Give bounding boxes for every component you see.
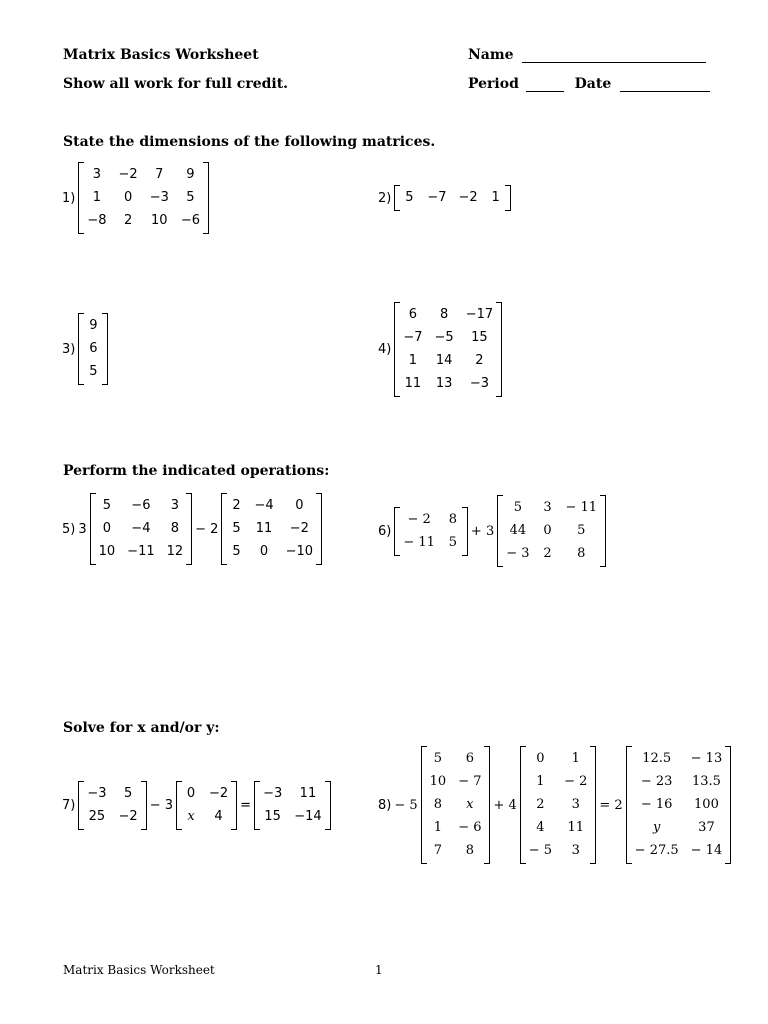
- problem-label: 6): [378, 523, 392, 539]
- problem-7: [62, 781, 331, 830]
- name-blank[interactable]: [522, 48, 706, 63]
- matrix-cell: 13: [435, 376, 453, 391]
- matrix-cell: −3: [87, 786, 107, 801]
- matrix: [421, 746, 491, 864]
- footer-title: Matrix Basics Worksheet: [63, 963, 215, 977]
- matrix-cell: 25: [88, 809, 106, 824]
- matrix-cell: −17: [465, 307, 494, 322]
- matrix-cell: 0: [543, 523, 552, 538]
- matrix-cell: −2: [289, 521, 309, 536]
- operator: − 2: [195, 521, 219, 537]
- problem-label: 5): [62, 521, 76, 537]
- matrix-cell: x: [466, 797, 474, 812]
- matrix-cell: 9: [89, 318, 98, 333]
- matrix-cell: − 14: [690, 843, 723, 858]
- period-date-field: [468, 76, 710, 92]
- matrix-cell: 8: [465, 843, 474, 858]
- matrix-cell: −3: [263, 786, 283, 801]
- name-label: Name: [468, 47, 514, 63]
- matrix-cell: 3: [543, 500, 552, 515]
- problem-3: [62, 313, 108, 385]
- matrix-cell: 6: [408, 307, 418, 322]
- matrix-cell: 1: [433, 820, 443, 835]
- matrix: [90, 493, 193, 565]
- matrix-cell: −4: [131, 521, 151, 536]
- section-heading-dimensions: State the dimensions of the following matrices.: [63, 134, 436, 150]
- matrix-cell: − 23: [640, 774, 673, 789]
- page-number: 1: [375, 963, 383, 977]
- matrix-cell: 1: [536, 774, 545, 789]
- matrix-cell: 15: [471, 330, 488, 345]
- problem-8: [378, 746, 731, 864]
- matrix-cell: − 2: [407, 511, 431, 527]
- matrix-cell: 11: [567, 820, 584, 835]
- problem-label: 4): [378, 342, 392, 357]
- matrix-cell: 13.5: [691, 774, 721, 789]
- matrix-cell: −14: [294, 809, 322, 824]
- matrix: [394, 185, 510, 211]
- period-blank[interactable]: [526, 77, 564, 92]
- coefficient: 3: [78, 521, 87, 537]
- matrix-cell: 8: [439, 307, 449, 322]
- matrix-cell: − 11: [403, 534, 435, 550]
- matrix-cell: − 5: [528, 843, 553, 858]
- matrix-cell: 6: [465, 751, 474, 766]
- matrix-cell: 10: [98, 544, 116, 559]
- matrix-cell: 0: [102, 521, 112, 536]
- matrix-cell: −3: [469, 376, 489, 391]
- problem-label: 3): [62, 341, 76, 357]
- matrix-cell: 4: [536, 820, 545, 835]
- matrix-cell: 5: [513, 500, 522, 515]
- matrix-cell: −2: [208, 786, 229, 801]
- date-blank[interactable]: [620, 77, 710, 92]
- matrix-cell: −5: [434, 330, 454, 345]
- matrix-cell: −2: [118, 167, 138, 182]
- matrix-cell: 5: [448, 534, 458, 550]
- matrix: [394, 507, 468, 556]
- matrix-cell: 2: [232, 498, 241, 513]
- matrix-cell: 0: [295, 498, 304, 513]
- matrix: [78, 313, 108, 385]
- matrix: [254, 781, 331, 830]
- matrix-cell: − 11: [565, 500, 598, 515]
- matrix-cell: 37: [698, 820, 715, 835]
- problem-label: 1): [62, 190, 76, 206]
- matrix-cell: −7: [403, 330, 423, 345]
- matrix-cell: −4: [254, 498, 274, 513]
- problem-label: 2): [378, 190, 392, 206]
- matrix-cell: − 2: [564, 774, 588, 789]
- matrix-cell: 11: [404, 376, 422, 391]
- matrix-cell: 12: [166, 544, 184, 559]
- worksheet-title: Matrix Basics Worksheet: [63, 47, 259, 63]
- problem-4: [378, 302, 502, 397]
- matrix-cell: 3: [571, 843, 580, 858]
- matrix: [78, 162, 209, 234]
- problem-6: [378, 495, 606, 567]
- matrix-cell: 10: [151, 213, 168, 228]
- matrix: [176, 781, 237, 830]
- matrix-cell: 7: [433, 843, 443, 858]
- matrix-cell: 8: [448, 511, 458, 527]
- matrix-cell: 5: [89, 364, 98, 379]
- matrix-cell: 2: [543, 546, 552, 561]
- operator: − 3: [149, 798, 173, 813]
- name-field[interactable]: [468, 47, 706, 63]
- matrix-cell: 2: [475, 353, 484, 368]
- matrix-cell: 8: [577, 546, 586, 561]
- matrix-cell: −2: [458, 190, 478, 205]
- problem-label: 7): [62, 798, 76, 813]
- matrix: [221, 493, 322, 565]
- matrix-cell: − 16: [640, 797, 673, 812]
- matrix-cell: 44: [509, 523, 527, 538]
- matrix-cell: 1: [92, 190, 102, 205]
- matrix-cell: y: [652, 820, 661, 835]
- equals-sign: = 2: [599, 797, 623, 813]
- matrix-cell: 100: [694, 797, 719, 812]
- matrix-cell: − 13: [690, 751, 723, 766]
- matrix-cell: 15: [264, 809, 281, 824]
- matrix-cell: −10: [285, 544, 314, 559]
- equals-sign: =: [240, 798, 252, 813]
- matrix-cell: − 6: [458, 820, 482, 835]
- matrix-cell: 11: [255, 521, 273, 536]
- matrix-cell: −11: [127, 544, 155, 559]
- matrix-cell: 3: [92, 167, 102, 182]
- matrix-cell: 5: [123, 786, 133, 801]
- matrix-cell: 2: [123, 213, 133, 228]
- matrix-cell: 2: [536, 797, 545, 812]
- problem-label: 8): [378, 797, 392, 813]
- coefficient: − 5: [394, 797, 418, 813]
- matrix-cell: −3: [149, 190, 169, 205]
- matrix-cell: 8: [170, 521, 180, 536]
- matrix-cell: 5: [577, 523, 586, 538]
- matrix-cell: − 7: [458, 774, 482, 789]
- matrix-cell: 5: [102, 498, 112, 513]
- matrix-cell: 0: [123, 190, 133, 205]
- matrix-cell: 14: [435, 353, 453, 368]
- operator: + 4: [493, 797, 517, 813]
- matrix-cell: 0: [186, 786, 196, 801]
- matrix-cell: 12.5: [642, 751, 672, 766]
- matrix-cell: 3: [571, 797, 580, 812]
- matrix-cell: 1: [408, 353, 418, 368]
- instructions: Show all work for full credit.: [63, 76, 289, 92]
- matrix-cell: 3: [170, 498, 180, 513]
- matrix-cell: 0: [259, 544, 269, 559]
- matrix-cell: 5: [186, 190, 195, 205]
- problem-5: [62, 493, 322, 565]
- matrix-cell: 1: [571, 751, 580, 766]
- matrix-cell: −2: [118, 809, 138, 824]
- matrix-cell: −7: [427, 190, 447, 205]
- problem-2: [378, 185, 511, 211]
- matrix: [520, 746, 597, 864]
- operator: + 3: [470, 523, 495, 539]
- matrix-cell: 11: [299, 786, 317, 801]
- matrix-cell: 4: [214, 809, 223, 824]
- matrix-cell: x: [187, 809, 195, 824]
- matrix-cell: 1: [491, 190, 500, 205]
- matrix: [497, 495, 606, 567]
- period-label: Period: [468, 76, 519, 92]
- matrix-cell: 5: [232, 521, 241, 536]
- matrix-cell: 10: [429, 774, 447, 789]
- matrix-cell: 7: [155, 167, 164, 182]
- matrix-cell: 9: [186, 167, 195, 182]
- date-label: Date: [574, 76, 612, 92]
- section-heading-solve: Solve for x and/or y:: [63, 720, 220, 736]
- matrix-cell: 6: [89, 341, 98, 356]
- matrix-cell: −6: [180, 213, 201, 228]
- matrix-cell: − 27.5: [634, 843, 679, 858]
- matrix-cell: 5: [405, 190, 414, 205]
- problem-1: [62, 162, 209, 234]
- section-heading-operations: Perform the indicated operations:: [63, 463, 330, 479]
- matrix-cell: 8: [433, 797, 443, 812]
- matrix-cell: − 3: [506, 546, 530, 561]
- matrix-cell: −6: [131, 498, 151, 513]
- matrix: [78, 781, 146, 830]
- matrix-cell: 5: [433, 751, 443, 766]
- matrix-cell: 5: [232, 544, 241, 559]
- matrix: [394, 302, 502, 397]
- matrix-cell: 0: [536, 751, 545, 766]
- matrix-cell: −8: [87, 213, 107, 228]
- matrix: [626, 746, 732, 864]
